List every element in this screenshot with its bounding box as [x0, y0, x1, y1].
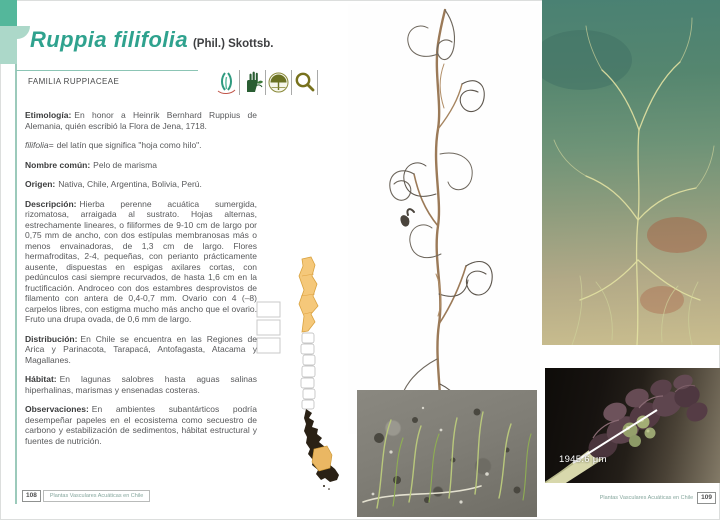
map-north-highlight — [299, 257, 318, 332]
section-filifolia — [25, 140, 347, 151]
section-label: filifolia= — [25, 140, 54, 150]
map-inset-square — [257, 320, 280, 335]
section-nombre-comun — [25, 160, 347, 171]
family-label: FAMILIA RUPPIACEAE — [28, 77, 120, 86]
species-name: Ruppia filifolia — [30, 27, 188, 52]
book-title-right: Plantas Vasculares Acuáticas en Chile — [599, 495, 694, 501]
fruit-measurement-label: 1945.6 μm — [559, 454, 607, 465]
map-south-region — [304, 409, 339, 482]
page-number-left: 108 — [22, 490, 41, 502]
section-label: Etimología: — [25, 110, 72, 120]
map-inset-square — [257, 302, 280, 317]
magnifier-icon — [292, 69, 317, 96]
corner-decoration-dark — [0, 0, 17, 26]
section-etimologia — [25, 110, 347, 131]
section-label: Nombre común: — [25, 159, 91, 170]
section-text: En Chile se encuentra en las Regiones de Arica y Parinacota, Tarapacá, Antofagasta, Atacama y Magallanes. — [25, 333, 257, 365]
section-label: Hábitat: — [25, 374, 57, 384]
tree-circle-icon — [266, 69, 291, 96]
section-text: En honor a Heinrik Bernhard Ruppius de Alemania, quién escribió la Flora de Jena, 1718. — [25, 110, 257, 131]
section-text: Hierba perenne acuática sumergida, rizomatosa, arraigada al sustrato. Hojas alternas, estrechamente lineares, o filiformes de 9-10 cm de largo por 0,75 mm de ancho, con dos estípulas membranosas más o menos envainadoras, de 1,3 cm de largo. Flores hermafroditas, 2-4, pequeñas, con perianto prácticamente ausente, dispuestas en espigas axilares cortas, con pedúnculos casi siempre recurvados, de hasta 1,6 cm en la fructificación. Androceo con dos estambres desprovistos de filamento con antera de 0,4-0,7 mm. Ovario con 4 (–8) carpelos libres, con estigma mucho más ancho que el ovario. Fruto una drupa ovada, de 0,6 mm de largo. — [25, 198, 257, 324]
category-icon-strip — [214, 69, 318, 96]
page-number-right: 109 — [697, 492, 716, 504]
hand-plant-icon — [240, 69, 265, 96]
section-label: Descripción: — [25, 198, 77, 209]
species-author: (Phil.) Skottsb. — [192, 38, 274, 50]
sediment-shoots-photo — [357, 390, 537, 517]
chile-distribution-map — [252, 256, 360, 498]
map-central-regions — [301, 333, 315, 409]
section-text: En ambientes subantárticos podría desempeñar papeles en el ecosistema como secuestro de carbono y estabilización de sedimentos, hábitat estructural y fuentes de nutrición. — [25, 404, 257, 446]
left-margin-rule — [15, 64, 17, 504]
map-inset-square — [257, 338, 280, 353]
title-underline — [16, 70, 198, 71]
section-origen — [25, 179, 347, 190]
herbarium-specimen-photo — [348, 4, 540, 434]
section-text: Pelo de marisma — [93, 159, 157, 170]
seagrass-icon — [214, 69, 239, 96]
corner-decoration-light — [0, 26, 17, 64]
footer-left — [22, 490, 150, 502]
corner-decoration-wedge — [17, 26, 30, 39]
section-text: Nativa, Chile, Argentina, Bolivia, Perú. — [58, 179, 202, 189]
underwater-plant-photo — [542, 0, 720, 345]
icon-separator — [317, 70, 318, 95]
book-title-left: Plantas Vasculares Acuáticas en Chile — [43, 490, 150, 502]
section-text: del latín que significa "hoja como hilo". — [56, 140, 202, 150]
page-title — [30, 27, 360, 53]
section-text: En lagunas salobres hasta aguas salinas hiperhalinas, marismas y ensenadas costeras. — [25, 374, 257, 395]
section-label: Origen: — [25, 179, 56, 189]
footer-right — [600, 492, 716, 504]
section-label: Distribución: — [25, 333, 78, 344]
section-label: Observaciones: — [25, 404, 89, 414]
fruit-closeup-photo — [545, 368, 720, 483]
